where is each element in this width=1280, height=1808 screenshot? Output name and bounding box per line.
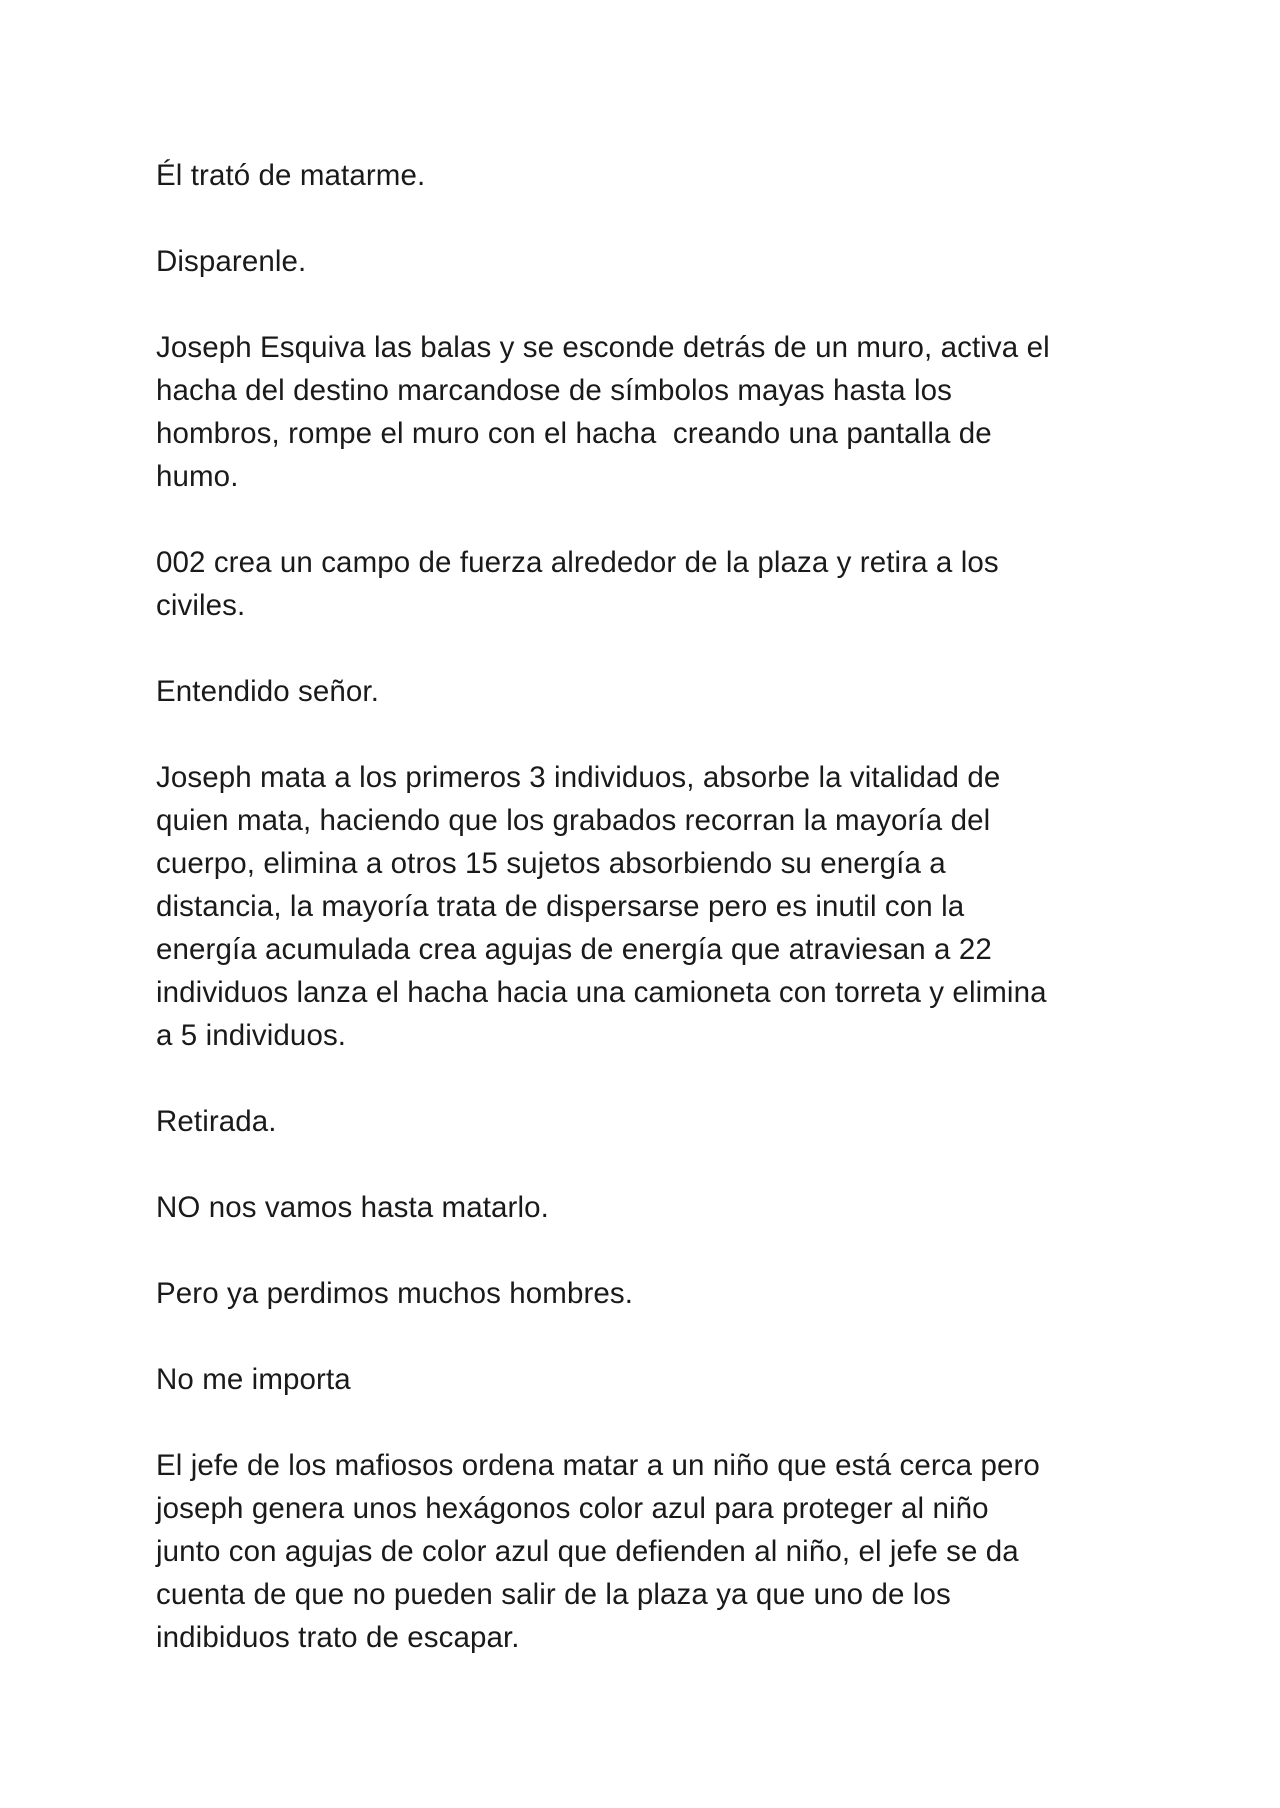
text-line: Joseph mata a los primeros 3 individuos, absorbe la vitalidad de [156,761,1001,794]
paragraph [156,1100,1140,1143]
text-line: civiles. [156,589,246,622]
paragraph [156,670,1140,713]
text-line: a 5 individuos. [156,1019,347,1052]
text-line: Entendido señor. [156,675,380,708]
text-line: Disparenle. [156,245,307,278]
document-body [156,154,1140,1702]
text-line: No me importa [156,1363,351,1396]
text-line: joseph genera unos hexágonos color azul para proteger al niño [156,1492,989,1525]
text-line: humo. [156,460,239,493]
paragraph [156,1358,1140,1401]
text-line: Él trató de matarme. [156,159,426,192]
text-line: Joseph Esquiva las balas y se esconde detrás de un muro, activa el [156,331,1050,364]
text-line: cuerpo, elimina a otros 15 sujetos absorbiendo su energía a [156,847,946,880]
text-line: Pero ya perdimos muchos hombres. [156,1277,634,1310]
paragraph [156,326,1140,498]
text-line: hacha del destino marcandose de símbolos mayas hasta los [156,374,952,407]
text-line: indibiduos trato de escapar. [156,1621,520,1654]
text-line: Retirada. [156,1105,277,1138]
paragraph [156,541,1140,627]
text-line: hombros, rompe el muro con el hacha creando una pantalla de [156,417,992,450]
text-line: energía acumulada crea agujas de energía que atraviesan a 22 [156,933,992,966]
paragraph [156,1272,1140,1315]
text-line: El jefe de los mafiosos ordena matar a un niño que está cerca pero [156,1449,1040,1482]
text-line: NO nos vamos hasta matarlo. [156,1191,549,1224]
text-line: individuos lanza el hacha hacia una camioneta con torreta y elimina [156,976,1047,1009]
text-line: junto con agujas de color azul que defienden al niño, el jefe se da [156,1535,1019,1568]
text-line: quien mata, haciendo que los grabados recorran la mayoría del [156,804,991,837]
paragraph [156,1186,1140,1229]
paragraph [156,240,1140,283]
paragraph [156,154,1140,197]
text-line: 002 crea un campo de fuerza alrededor de la plaza y retira a los [156,546,999,579]
paragraph [156,1444,1140,1659]
text-line: distancia, la mayoría trata de dispersarse pero es inutil con la [156,890,965,923]
paragraph [156,756,1140,1057]
text-line: cuenta de que no pueden salir de la plaza ya que uno de los [156,1578,951,1611]
